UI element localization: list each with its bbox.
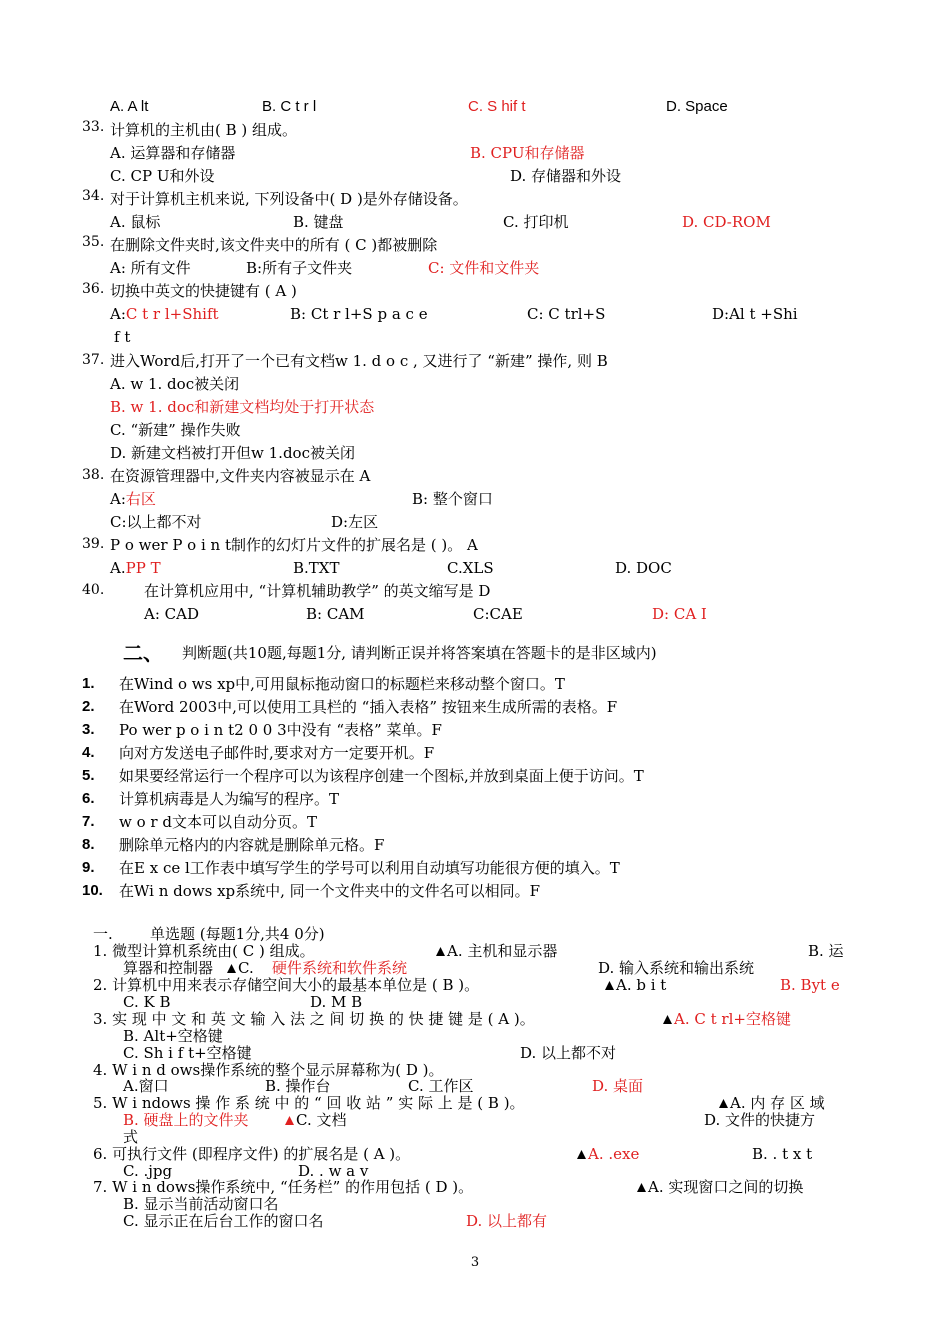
s1-q1-option-b-continued: 算器和控制器 xyxy=(123,959,214,977)
q36-option-d: D:Al t +Shi xyxy=(712,305,798,323)
q36-option-a-prefix: A: xyxy=(110,305,126,323)
q38-option-b: B: 整个窗口 xyxy=(412,490,493,508)
q32-option-a: A. A lt xyxy=(110,98,149,115)
q38-option-d: D:左区 xyxy=(331,513,379,531)
q39-number: 39. xyxy=(82,536,105,552)
judge-number: 3. xyxy=(82,721,95,738)
judge-item: 在E x ce l工作表中填写学生的学号可以利用自动填写功能很方便的填入。T xyxy=(119,859,620,877)
q36-option-a-text: C t r l+Shift xyxy=(125,305,219,323)
q35-stem: 在删除文件夹时,该文件夹中的所有 ( C )都被删除 xyxy=(110,236,438,254)
s1-q6-option-b: B. . t x t xyxy=(752,1145,813,1163)
s1-q4-option-b: B. 操作台 xyxy=(265,1077,331,1095)
q33-option-a: A. 运算器和存储器 xyxy=(110,144,236,162)
s1-q1-option-a: A. 主机和显示器 xyxy=(447,942,558,960)
s1-q5-option-a: A. 内 存 区 域 xyxy=(730,1094,825,1112)
anchor-mark-icon xyxy=(226,963,237,974)
q32-option-c: C. S hif t xyxy=(468,98,526,115)
q39-option-b: B.TXT xyxy=(293,559,340,577)
judge-number: 6. xyxy=(82,790,95,807)
judge-item: 如果要经常运行一个程序可以为该程序创建一个图标,并放到桌面上便于访问。T xyxy=(119,767,644,785)
s1-q2-option-c: C. K B xyxy=(123,993,171,1011)
anchor-mark-icon xyxy=(284,1115,295,1126)
s1-q5-option-c: C. 文档 xyxy=(296,1111,347,1129)
q32-option-b: B. C t r l xyxy=(262,98,317,115)
s1-q2-option-a: A. b i t xyxy=(616,976,667,994)
s1-q2-option-d: D. M B xyxy=(310,993,363,1011)
q39-option-a xyxy=(110,558,161,578)
section2-title: 判断题(共10题,每题1分, 请判断正误并将答案填在答题卡的是非区域内) xyxy=(182,644,657,662)
anchor-mark-icon xyxy=(576,1149,587,1160)
s1-q2-stem: 2. 计算机中用来表示存储空间大小的最基本单位是 ( B )。 xyxy=(93,976,480,994)
q39-option-c: C.XLS xyxy=(447,559,494,577)
s1-q7-option-c: C. 显示正在后台工作的窗口名 xyxy=(123,1212,324,1230)
q39-option-a-text: PP T xyxy=(125,559,161,577)
q35-number: 35. xyxy=(82,234,105,250)
s1-q1-option-c-prefix: C. xyxy=(238,959,254,977)
q34-option-d: D. CD-ROM xyxy=(682,213,771,231)
judge-number: 1. xyxy=(82,675,95,692)
s1-q1-option-b: B. 运 xyxy=(808,942,844,960)
judge-number: 9. xyxy=(82,859,95,876)
q36-option-b: B: Ct r l+S p a c e xyxy=(290,305,428,323)
judge-item: 在Wind o ws xp中,可用鼠标拖动窗口的标题栏来移动整个窗口。T xyxy=(119,675,565,693)
anchor-mark-icon xyxy=(636,1182,647,1193)
s1-q7-option-d: D. 以上都有 xyxy=(466,1212,548,1230)
section1-title: 单选题 (每题1分,共4 0分) xyxy=(150,925,325,943)
judge-item: 在Wi n dows xp系统中, 同一个文件夹中的文件名可以相同。F xyxy=(119,882,541,900)
page-number: 3 xyxy=(470,1255,480,1270)
q39-option-a-prefix: A. xyxy=(110,559,126,577)
q39-stem: P o wer P o i n t制作的幻灯片文件的扩展名是 ( )。 A xyxy=(110,536,478,554)
s1-q3-option-d: D. 以上都不对 xyxy=(520,1044,617,1062)
q32-option-d: D. Space xyxy=(666,98,728,115)
q37-option-c: C. “新建” 操作失败 xyxy=(110,421,241,439)
s1-q4-stem: 4. W i n d ows操作系统的整个显示屏幕称为( D )。 xyxy=(93,1061,444,1079)
s1-q7-option-a: A. 实现窗口之间的切换 xyxy=(648,1178,804,1196)
s1-q6-option-d: D. . w a v xyxy=(298,1162,369,1180)
anchor-mark-icon xyxy=(604,980,615,991)
s1-q7-stem: 7. W i n dows操作系统中, “任务栏” 的作用包括 ( D )。 xyxy=(93,1178,474,1196)
q35-option-a: A: 所有文件 xyxy=(110,259,191,277)
s1-q3-option-c: C. Sh i f t+空格键 xyxy=(123,1044,252,1062)
q33-option-b: B. CPU和存储器 xyxy=(470,144,585,162)
q40-number: 40. xyxy=(82,582,105,598)
judge-number: 5. xyxy=(82,767,95,784)
s1-q5-option-d: D. 文件的快捷方 xyxy=(704,1111,816,1129)
s1-q2-option-b: B. Byt e xyxy=(780,976,840,994)
q38-number: 38. xyxy=(82,467,105,483)
s1-q6-stem: 6. 可执行文件 (即程序文件) 的扩展名是 ( A )。 xyxy=(93,1145,411,1163)
s1-q3-option-a: A. C t rl+空格键 xyxy=(674,1010,791,1028)
judge-number: 2. xyxy=(82,698,95,715)
q37-option-d: D. 新建文档被打开但w 1.doc被关闭 xyxy=(110,444,355,462)
section1-number: 一. xyxy=(93,925,113,943)
s1-q6-option-c: C. .jpg xyxy=(123,1162,173,1180)
judge-number: 8. xyxy=(82,836,95,853)
s1-q1-option-c: 硬件系统和软件系统 xyxy=(272,959,408,977)
anchor-mark-icon xyxy=(435,946,446,957)
q33-stem: 计算机的主机由( B ) 组成。 xyxy=(110,121,298,139)
judge-item: 在Word 2003中,可以使用工具栏的 “插入表格” 按钮来生成所需的表格。F xyxy=(119,698,618,716)
q36-option-d-continued: f t xyxy=(114,328,131,346)
q33-option-c: C. CP U和外设 xyxy=(110,167,215,185)
judge-item: w o r d文本可以自动分页。T xyxy=(119,813,317,831)
q39-option-d: D. DOC xyxy=(615,559,672,577)
judge-number: 10. xyxy=(82,882,103,899)
judge-item: 计算机病毒是人为编写的程序。T xyxy=(119,790,340,808)
s1-q6-option-a: A. .exe xyxy=(588,1145,640,1163)
q38-option-a-text: 右区 xyxy=(125,490,156,508)
q34-stem: 对于计算机主机来说, 下列设备中( D )是外存储设备。 xyxy=(110,190,468,208)
q33-option-d: D. 存储器和外设 xyxy=(510,167,622,185)
s1-q4-option-d: D. 桌面 xyxy=(592,1077,644,1095)
q40-option-a: A: CAD xyxy=(144,605,199,623)
s1-q7-option-b: B. 显示当前活动窗口名 xyxy=(123,1195,279,1213)
q38-option-a-prefix: A: xyxy=(110,490,126,508)
q34-option-a: A. 鼠标 xyxy=(110,213,161,231)
q37-option-b: B. w 1. doc和新建文档均处于打开状态 xyxy=(110,398,375,416)
judge-number: 4. xyxy=(82,744,95,761)
q40-stem: 在计算机应用中, “计算机辅助教学” 的英文缩写是 D xyxy=(144,582,491,600)
s1-q5-option-d-continued: 式 xyxy=(123,1128,139,1146)
q38-stem: 在资源管理器中,文件夹内容被显示在 A xyxy=(110,467,371,485)
judge-item: 删除单元格内的内容就是删除单元格。F xyxy=(119,836,385,854)
q36-number: 36. xyxy=(82,281,105,297)
q35-option-c: C: 文件和文件夹 xyxy=(428,259,540,277)
q38-option-c: C:以上都不对 xyxy=(110,513,202,531)
s1-q5-option-b: B. 硬盘上的文件夹 xyxy=(123,1111,249,1129)
anchor-mark-icon xyxy=(662,1014,673,1025)
q34-option-b: B. 键盘 xyxy=(293,213,344,231)
section2-number: 二、 xyxy=(123,641,163,665)
s1-q3-stem: 3. 实 现 中 文 和 英 文 输 入 法 之 间 切 换 的 快 捷 键 是 ( A )。 xyxy=(93,1010,535,1028)
s1-q4-option-a: A.窗口 xyxy=(123,1077,169,1095)
q40-option-b: B: CAM xyxy=(306,605,365,623)
s1-q1-option-d: D. 输入系统和输出系统 xyxy=(598,959,755,977)
s1-q5-stem: 5. W i ndows 操 作 系 统 中 的 “ 回 收 站 ” 实 际 上 是 ( B )。 xyxy=(93,1094,525,1112)
q36-stem: 切换中英文的快捷键有 ( A ) xyxy=(110,282,297,300)
q34-option-c: C. 打印机 xyxy=(503,213,569,231)
q37-option-a: A. w 1. doc被关闭 xyxy=(110,375,240,393)
q34-number: 34. xyxy=(82,188,105,204)
q36-option-a xyxy=(110,304,219,324)
q33-number: 33. xyxy=(82,119,105,135)
s1-q1-stem: 1. 微型计算机系统由( C ) 组成。 xyxy=(93,942,315,960)
s1-q3-option-b: B. Alt+空格键 xyxy=(123,1027,223,1045)
q38-option-a xyxy=(110,489,156,509)
s1-q4-option-c: C. 工作区 xyxy=(408,1077,474,1095)
anchor-mark-icon xyxy=(718,1098,729,1109)
judge-item: Po wer p o i n t2 0 0 3中没有 “表格” 菜单。F xyxy=(119,721,442,739)
q37-number: 37. xyxy=(82,352,105,368)
q40-option-c: C:CAE xyxy=(473,605,523,623)
judge-item: 向对方发送电子邮件时,要求对方一定要开机。F xyxy=(119,744,435,762)
q35-option-b: B:所有子文件夹 xyxy=(246,259,353,277)
q36-option-c: C: C trl+S xyxy=(527,305,606,323)
judge-number: 7. xyxy=(82,813,95,830)
q37-stem: 进入Word后,打开了一个已有文档w 1. d o c , 又进行了 “新建” 操作, 则 B xyxy=(110,352,608,370)
q40-option-d: D: CA I xyxy=(652,605,707,623)
